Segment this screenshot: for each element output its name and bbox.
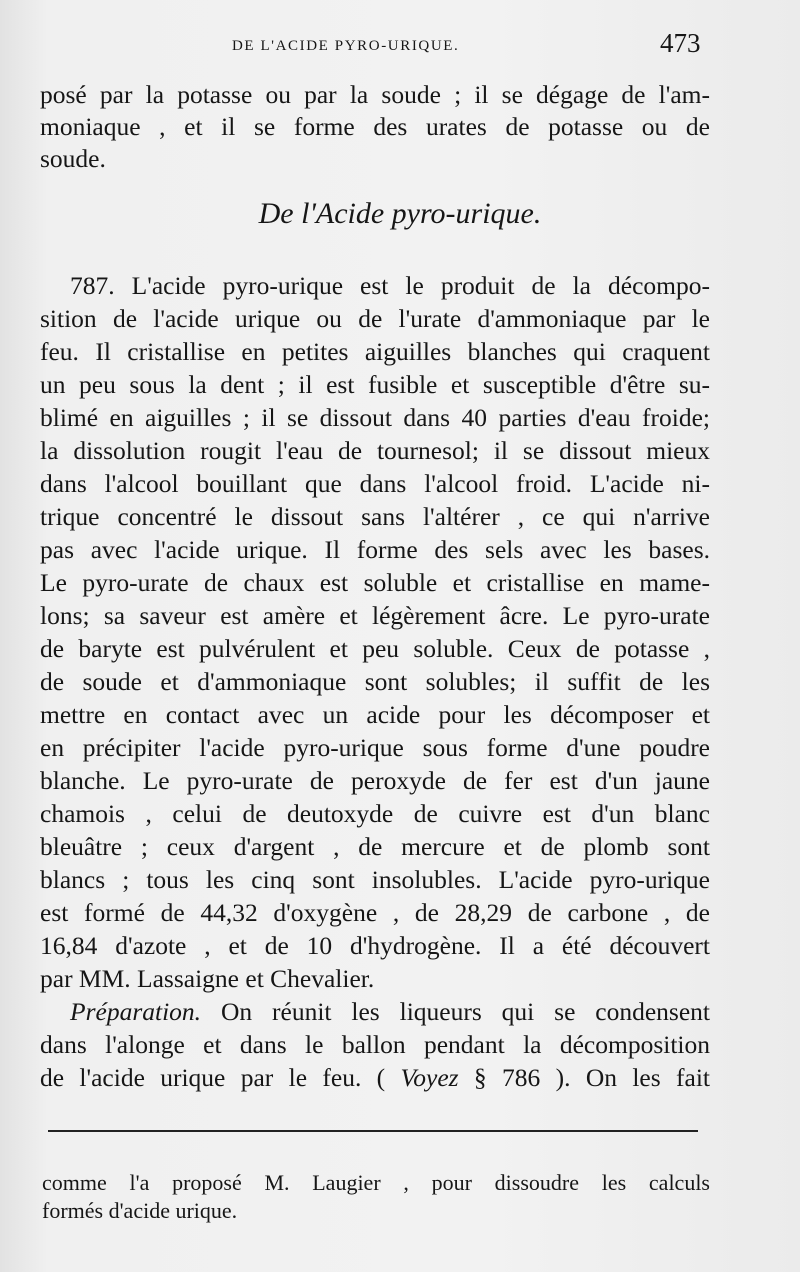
preparation-line <box>40 1062 710 1094</box>
paragraph-line: blimé en aiguilles ; il se dissout dans 40 parties d'eau froide; <box>40 403 710 432</box>
preparation-text: § 786 ). On les fait <box>458 1063 710 1092</box>
paragraph-line: feu. Il cristallise en petites aiguilles blanches qui craquent <box>40 337 710 366</box>
paragraph-line: par MM. Lassaigne et Chevalier. <box>40 964 375 993</box>
paragraph-line: sition de l'acide urique ou de l'urate d'ammoniaque par le <box>40 304 710 333</box>
section-heading: De l'Acide pyro-urique. <box>258 197 542 230</box>
voyez-reference: Voyez <box>400 1063 459 1092</box>
paragraph-line: blancs ; tous les cinq sont insolubles. L'acide pyro-urique <box>40 865 710 894</box>
paragraph-line: dans l'alcool bouillant que dans l'alcool froid. L'acide ni- <box>40 469 710 498</box>
paragraph-line: lons; sa saveur est amère et légèrement âcre. Le pyro-urate <box>40 601 710 630</box>
body-line: moniaque , et il se forme des urates de potasse ou de <box>40 112 710 141</box>
paragraph-line: un peu sous la dent ; il est fusible et susceptible d'être su- <box>40 370 710 399</box>
paragraph-line: de soude et d'ammoniaque sont solubles; il suffit de les <box>40 667 710 696</box>
footnote-line: comme l'a proposé M. Laugier , pour dissoudre les calculs <box>42 1170 710 1195</box>
paragraph-line: la dissolution rougit l'eau de tournesol; il se dissout mieux <box>40 436 710 465</box>
preparation-text: de l'acide urique par le feu. ( <box>40 1063 401 1092</box>
paragraph-line: en précipiter l'acide pyro-urique sous forme d'une poudre <box>40 733 710 762</box>
paragraph-line: de baryte est pulvérulent et peu soluble. Ceux de potasse , <box>40 634 710 663</box>
preparation-label: Préparation. <box>70 997 202 1026</box>
paragraph-line: chamois , celui de deutoxyde de cuivre est d'un blanc <box>40 799 710 828</box>
paragraph-line: blanche. Le pyro-urate de peroxyde de fer est d'un jaune <box>40 766 710 795</box>
paragraph-line: 787. L'acide pyro-urique est le produit de la décompo- <box>70 271 710 300</box>
paragraph-line: 16,84 d'azote , et de 10 d'hydrogène. Il a été découvert <box>40 931 710 960</box>
preparation-line: dans l'alonge et dans le ballon pendant la décomposition <box>40 1030 710 1059</box>
paragraph-line: pas avec l'acide urique. Il forme des sels avec les bases. <box>40 535 710 564</box>
paragraph-line: Le pyro-urate de chaux est soluble et cristallise en mame- <box>40 568 710 597</box>
paragraph-line: mettre en contact avec un acide pour les décomposer et <box>40 700 710 729</box>
paragraph-line: est formé de 44,32 d'oxygène , de 28,29 de carbone , de <box>40 898 710 927</box>
footnote-rule <box>48 1130 698 1132</box>
footnote-line: formés d'acide urique. <box>42 1198 238 1223</box>
body-line: posé par la potasse ou par la soude ; il se dégage de l'am- <box>40 80 710 109</box>
preparation-text: On réunit les liqueurs qui se condensent <box>201 997 710 1026</box>
body-line: soude. <box>40 144 106 173</box>
page-number: 473 <box>660 28 701 58</box>
paragraph-line: trique concentré le dissout sans l'altérer , ce qui n'arrive <box>40 502 710 531</box>
running-title: DE L'ACIDE PYRO-URIQUE. <box>232 38 460 54</box>
preparation-line <box>70 996 710 1028</box>
paragraph-line: bleuâtre ; ceux d'argent , de mercure et de plomb sont <box>40 832 710 861</box>
